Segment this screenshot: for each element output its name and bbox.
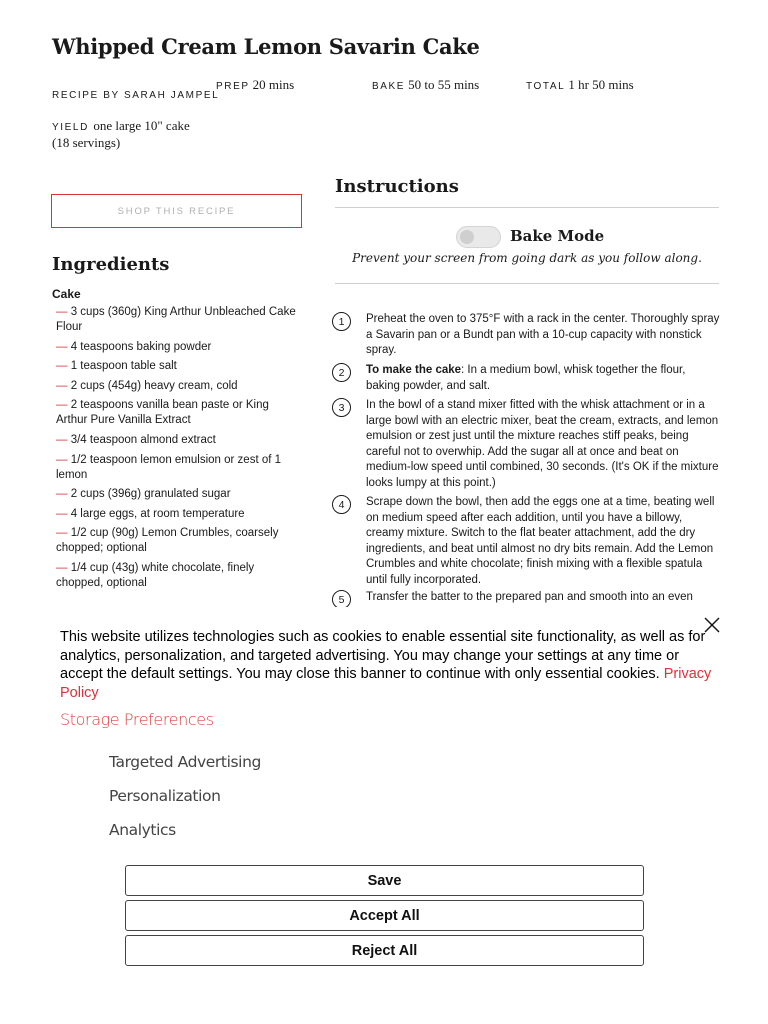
instruction-step (332, 590, 722, 606)
pref-targeted-advertising[interactable]: Targeted Advertising (109, 753, 261, 771)
pref-personalization[interactable]: Personalization (109, 787, 221, 805)
instructions-heading: Instructions (335, 176, 459, 197)
prep-label: PREP (216, 81, 250, 92)
ingredient-item: — 4 teaspoons baking powder (56, 340, 212, 353)
ingredient-item: — 1 teaspoon table salt (56, 360, 177, 373)
cookie-banner (0, 607, 768, 1024)
dash-icon: — (56, 360, 71, 373)
step-number: 5 (332, 590, 351, 609)
author-label: RECIPE BY SARAH JAMPEL (52, 90, 220, 101)
dash-icon: — (56, 507, 71, 520)
pref-analytics[interactable]: Analytics (109, 821, 176, 839)
save-button[interactable]: Save (125, 865, 644, 896)
yield-label: YIELD (52, 122, 89, 133)
instruction-step (332, 363, 722, 394)
prep-time (216, 76, 294, 94)
bake-time (372, 76, 479, 94)
dash-icon: — (56, 561, 71, 574)
step-text: Preheat the oven to 375°F with a rack in the center. Thoroughly spray a Savarin pan or a Bundt pan with a 10-cup capacity with nonstick spray. (366, 313, 720, 356)
storage-preferences-link[interactable]: Storage Preferences (60, 710, 214, 729)
bake-mode-title: Bake Mode (510, 227, 605, 245)
ingredient-item: — 4 large eggs, at room temperature (56, 507, 245, 520)
instruction-step (332, 495, 722, 588)
step-number: 2 (332, 363, 351, 382)
ingredients-section-label: Cake (52, 287, 81, 301)
bake-mode-description: Prevent your screen from going dark as you follow along. (352, 251, 702, 265)
step-number: 1 (332, 312, 351, 331)
dash-icon: — (56, 379, 71, 392)
bake-mode-toggle[interactable] (456, 226, 501, 248)
ingredient-item: — 1/2 teaspoon lemon emulsion or zest of 1 lemon (56, 453, 282, 481)
divider (335, 207, 719, 208)
bake-label: BAKE (372, 81, 406, 92)
step-number: 4 (332, 495, 351, 514)
instruction-step (332, 398, 722, 491)
step-text: In the bowl of a stand mixer fitted with the whisk attachment or in a large bowl with an electric mixer, beat the cream, extracts, and lemon emulsion or zest just until the mixture reaches stiff peaks, being careful not to overwhip. Add the sugar all at once and beat on medium-low speed until combined, 30 seconds. (It's OK if the mixture looks lumpy at this point.) (366, 399, 719, 489)
ingredient-item: — 2 cups (396g) granulated sugar (56, 488, 231, 501)
divider (335, 283, 719, 284)
total-label: TOTAL (526, 81, 566, 92)
yield-value: one large 10" cake (93, 118, 190, 133)
step-text: Transfer the batter to the prepared pan and smooth into an even (366, 591, 693, 603)
step-text: Scrape down the bowl, then add the eggs one at a time, beating well on medium speed after each addition, until you have a billowy, creamy mixture. Switch to the flat beater attachment, add the dry ingredients, and beat until almost no dry bits remain. Add the Lemon Crumbles and white chocolate; finish mixing with a flexible spatula until fully incorporated. (366, 496, 715, 586)
cookie-text: This website utilizes technologies such as cookies to enable essential site functionality, as well as for analytics, personalization, and targeted advertising. You may change your settings at any time or accept the default settings. You may close this banner to continue with only essential cookies. Privacy Policy (60, 629, 712, 701)
dash-icon: — (56, 527, 71, 540)
reject-all-button[interactable]: Reject All (125, 935, 644, 966)
privacy-policy-link[interactable]: Privacy Policy (60, 666, 712, 701)
page-title: Whipped Cream Lemon Savarin Cake (52, 34, 480, 59)
dash-icon: — (56, 433, 71, 446)
dash-icon: — (56, 453, 71, 466)
step-lead: To make the cake (366, 364, 462, 376)
prep-value: 20 mins (252, 77, 295, 92)
recipe-author (52, 85, 219, 103)
total-time (526, 76, 634, 94)
ingredient-item: — 1/2 cup (90g) Lemon Crumbles, coarsely chopped; optional (56, 527, 279, 555)
accept-all-button[interactable]: Accept All (125, 900, 644, 931)
close-icon[interactable] (703, 616, 721, 634)
step-text: To make the cake: In a medium bowl, whisk together the flour, baking powder, and salt. (366, 364, 686, 392)
dash-icon: — (56, 488, 71, 501)
toggle-knob (460, 230, 474, 244)
ingredient-item: — 2 cups (454g) heavy cream, cold (56, 379, 238, 392)
step-number: 3 (332, 398, 351, 417)
yield-servings: (18 servings) (52, 135, 121, 150)
bake-value: 50 to 55 mins (408, 77, 480, 92)
ingredient-item: — 3/4 teaspoon almond extract (56, 433, 216, 446)
recipe-yield (52, 118, 190, 150)
dash-icon: — (56, 340, 71, 353)
ingredients-heading: Ingredients (52, 254, 170, 275)
instruction-step (332, 312, 722, 359)
ingredients-list (56, 305, 301, 596)
shop-this-recipe-button[interactable]: SHOP THIS RECIPE (51, 194, 302, 228)
total-value: 1 hr 50 mins (568, 77, 634, 92)
dash-icon: — (56, 399, 71, 412)
dash-icon: — (56, 306, 71, 318)
ingredient-item: — 1/4 cup (43g) white chocolate, finely chopped, optional (56, 561, 255, 589)
ingredient-item: — 2 teaspoons vanilla bean paste or King Arthur Pure Vanilla Extract (56, 399, 269, 427)
ingredient-item: — 3 cups (360g) King Arthur Unbleached Cake Flour (56, 306, 296, 333)
